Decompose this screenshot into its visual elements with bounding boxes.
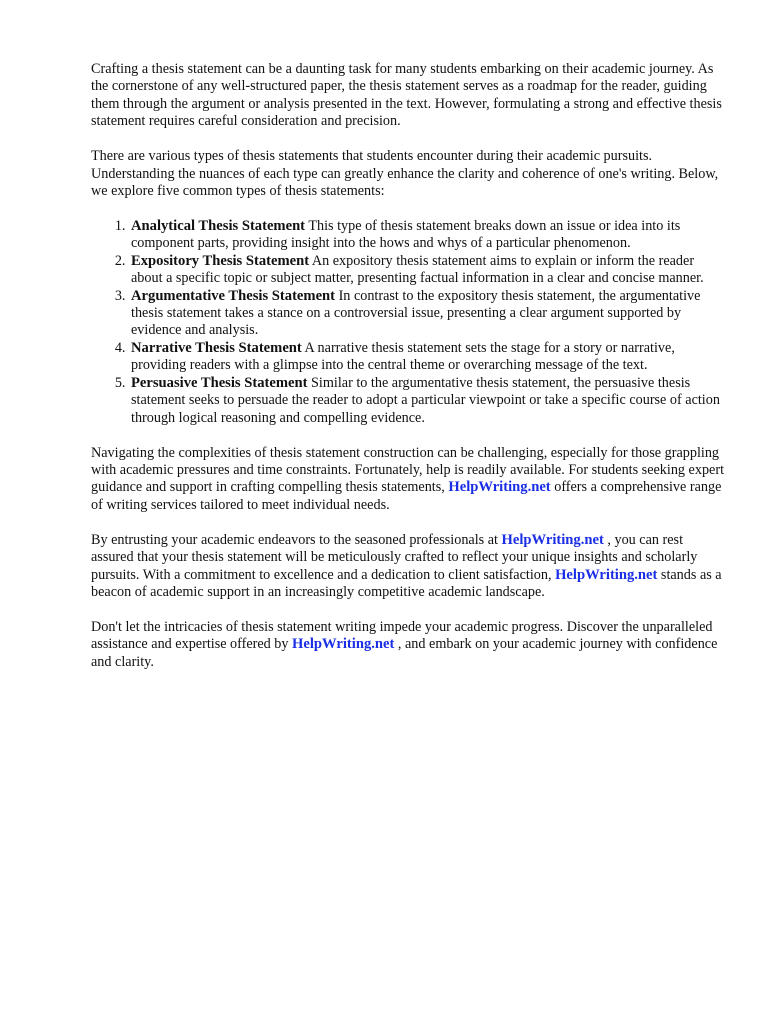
list-item [129, 375, 727, 427]
list-item-term: Narrative Thesis Statement [131, 339, 302, 356]
entrust-paragraph-text: By entrusting your academic endeavors to the seasoned professionals at [91, 531, 502, 548]
list-item [129, 288, 727, 340]
entrust-paragraph-text-end: stands as a beacon of academic support in an increasingly competitive academic landscape. [91, 566, 722, 600]
list-item-description: A narrative thesis statement sets the stage for a story or narrative, providing readers with a glimpse into the central theme or overarching message of the text. [131, 339, 675, 374]
list-item [129, 253, 727, 288]
list-item-term: Argumentative Thesis Statement [131, 287, 336, 304]
thesis-types-list [91, 218, 727, 427]
intro-paragraph-2: There are various types of thesis statements that students encounter during their academic pursuits. Understanding the nuances of each type can greatly enhance the clarity and coherence of one's writing. Below, we explore five common types of thesis statements: [91, 148, 719, 200]
helpwriting-link[interactable]: HelpWriting.net [292, 636, 395, 653]
list-item-description: Similar to the argumentative thesis statement, the persuasive thesis statement seeks to persuade the reader to adopt a particular viewpoint or take a specific course of action through logical reasoning and compelling evidence. [131, 374, 720, 426]
list-item-description: This type of thesis statement breaks down an issue or idea into its component parts, providing insight into the hows and whys of a particular phenomenon. [131, 218, 681, 252]
helpwriting-link[interactable]: HelpWriting.net [555, 566, 658, 583]
list-item-term: Persuasive Thesis Statement [131, 374, 308, 391]
document-page [91, 61, 727, 689]
list-item-description: An expository thesis statement aims to explain or inform the reader about a specific topic or subject matter, presenting factual information in a clear and concise manner. [131, 252, 704, 287]
closing-paragraph-text: Don't let the intricacies of thesis statement writing impede your academic progress. Discover the unparalleled assistance and expertise offered by [91, 618, 713, 653]
help-paragraph-text-end: offers a comprehensive range of writing services tailored to meet individual needs. [91, 479, 722, 513]
help-paragraph [91, 445, 727, 515]
entrust-paragraph-text-middle: , you can rest assured that your thesis statement will be meticulously crafted to reflect your unique insights and scholarly pursuits. With a commitment to excellence and a dedication to client satisfaction, [91, 531, 698, 583]
intro-paragraph-1: Crafting a thesis statement can be a daunting task for many students embarking on their academic journey. As the cornerstone of any well-structured paper, the thesis statement serves as a roadmap for the reader, guiding them through the argument or analysis presented in the text. However, formulating a strong and effective thesis statement requires careful consideration and precision. [91, 61, 722, 130]
list-item [129, 340, 727, 375]
help-paragraph-text: Navigating the complexities of thesis statement construction can be challenging, especially for those grappling with academic pressures and time constraints. Fortunately, help is readily available. For students seeking expert guidance and support in crafting compelling thesis statements, [91, 444, 725, 496]
list-item [129, 218, 727, 253]
closing-paragraph [91, 619, 727, 671]
helpwriting-link[interactable]: HelpWriting.net [448, 479, 551, 496]
list-item-term: Analytical Thesis Statement [131, 218, 306, 235]
entrust-paragraph [91, 532, 727, 602]
list-item-description: In contrast to the expository thesis statement, the argumentative thesis statement takes a stance on a controversial issue, presenting a clear argument supported by evidence and analysis. [131, 287, 701, 339]
list-item-term: Expository Thesis Statement [131, 252, 310, 269]
closing-paragraph-text-end: , and embark on your academic journey with confidence and clarity. [91, 636, 718, 670]
helpwriting-link[interactable]: HelpWriting.net [501, 531, 604, 548]
